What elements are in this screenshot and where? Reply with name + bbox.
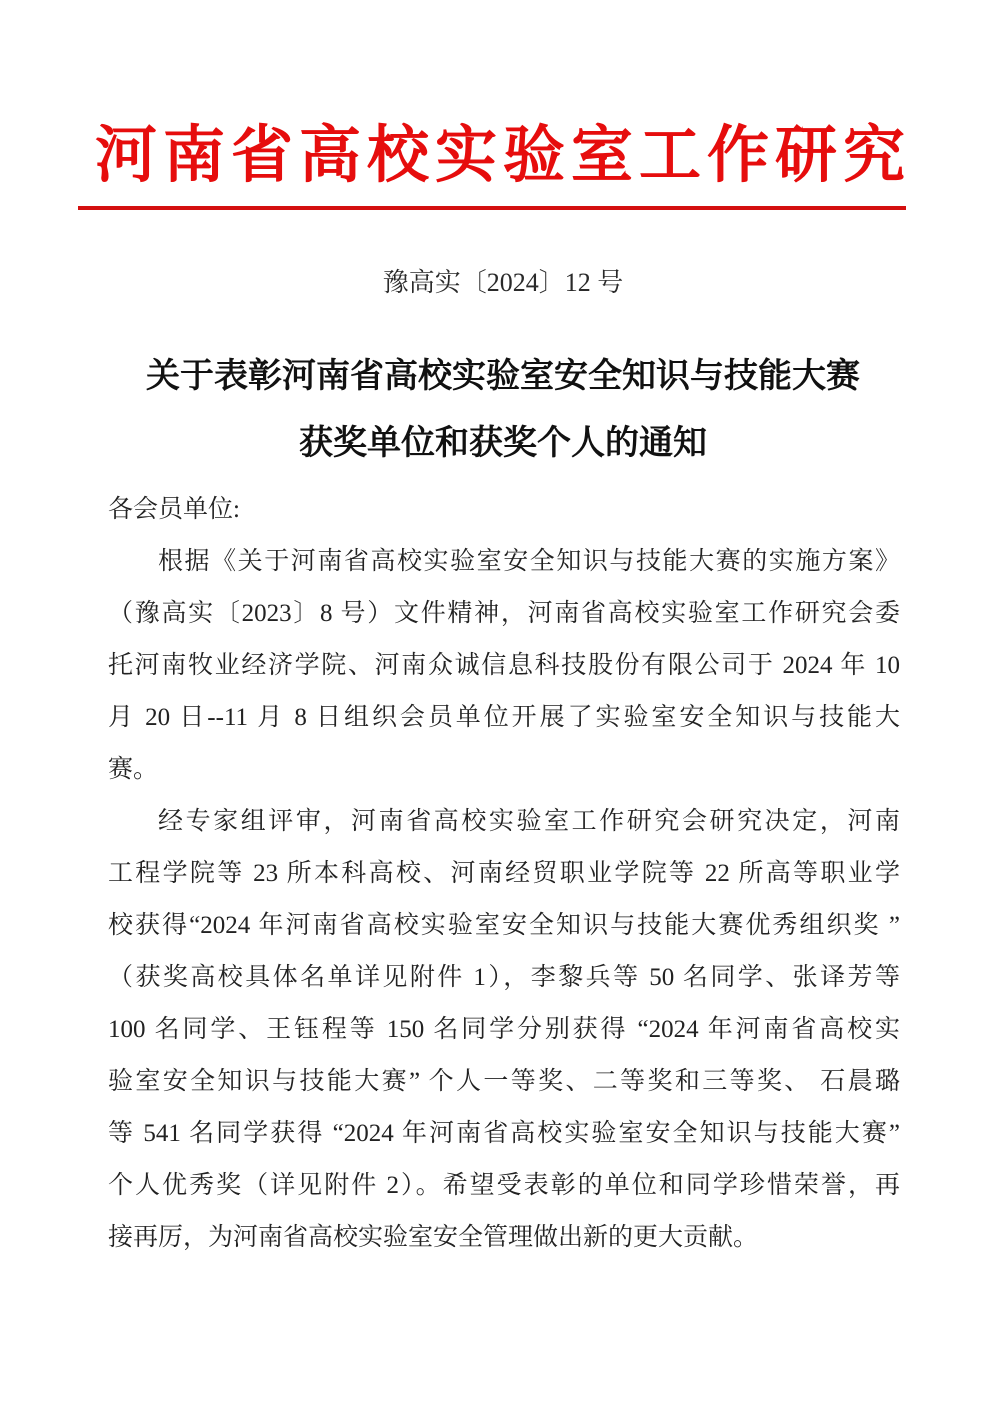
body-line: 托河南牧业经济学院、河南众诚信息科技股份有限公司于 2024 年 10 <box>108 652 900 679</box>
red-separator-line <box>78 206 906 210</box>
body-line: 赛。 <box>108 756 159 783</box>
body-line: （豫高实〔2023〕8 号）文件精神，河南省高校实验室工作研究会委 <box>108 600 900 627</box>
salutation: 各会员单位: <box>108 496 240 523</box>
body-line: 100 名同学、王钰程等 150 名同学分别获得 “2024 年河南省高校实 <box>108 1016 900 1043</box>
masthead-title: 河南省高校实验室工作研究 <box>94 122 911 190</box>
body-line: 等 541 名同学获得 “2024 年河南省高校实验室安全知识与技能大赛” <box>108 1120 900 1147</box>
body-line: 根据《关于河南省高校实验室安全知识与技能大赛的实施方案》 <box>158 548 900 575</box>
body-line: 工程学院等 23 所本科高校、河南经贸职业学院等 22 所高等职业学 <box>108 860 900 887</box>
body-line: 接再厉，为河南省高校实验室安全管理做出新的更大贡献。 <box>108 1224 759 1251</box>
notice-title-line2: 获奖单位和获奖个人的通知 <box>299 425 707 462</box>
notice-title-line1: 关于表彰河南省高校实验室安全知识与技能大赛 <box>146 358 860 395</box>
paragraph-2 <box>108 796 900 1264</box>
body-line: （获奖高校具体名单详见附件 1），李黎兵等 50 名同学、张译芳等 <box>108 964 900 991</box>
body-line: 经专家组评审，河南省高校实验室工作研究会研究决定，河南 <box>158 808 900 835</box>
paragraph-1 <box>108 536 900 796</box>
body-line: 个人优秀奖（详见附件 2）。希望受表彰的单位和同学珍惜荣誉，再 <box>108 1172 900 1199</box>
body-line: 验室安全知识与技能大赛” 个人一等奖、二等奖和三等奖、 石晨璐 <box>108 1068 900 1095</box>
notice-body <box>108 484 900 1264</box>
body-line: 月 20 日--11 月 8 日组织会员单位开展了实验室安全知识与技能大 <box>108 704 900 731</box>
doc-number: 豫高实〔2024〕12 号 <box>382 268 624 297</box>
body-line: 校获得“2024 年河南省高校实验室安全知识与技能大赛优秀组织奖 ” <box>108 912 900 939</box>
